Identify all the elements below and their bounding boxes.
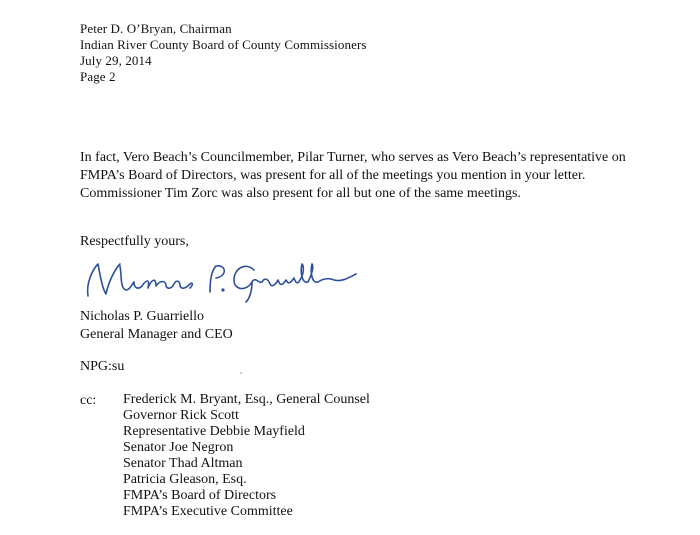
cc-recipient: Representative Debbie Mayfield [123, 424, 305, 439]
letter-date: July 29, 2014 [80, 53, 152, 68]
cc-label: cc: [80, 393, 97, 408]
cc-list [123, 392, 370, 520]
closing-salutation: Respectfully yours, [80, 234, 189, 249]
cc-recipient: Governor Rick Scott [123, 408, 239, 423]
cc-recipient: Senator Joe Negron [123, 440, 234, 455]
body-paragraph: In fact, Vero Beach’s Councilmember, Pilar Turner, who serves as Vero Beach’s representative on FMPA’s Board of Directors, was present for all of the meetings you mention in your letter. Commissioner Tim Zorc was also present for all but one of the same meetings. [80, 150, 626, 201]
handwritten-signature [76, 244, 376, 314]
cc-recipient: Senator Thad Altman [123, 456, 243, 471]
recipient-name: Peter D. O’Bryan, Chairman [80, 21, 232, 36]
scan-speck [240, 372, 242, 374]
cc-recipient: FMPA’s Executive Committee [123, 504, 293, 519]
page-number: Page 2 [80, 69, 116, 84]
cc-recipient: Frederick M. Bryant, Esq., General Counsel [123, 392, 370, 407]
cc-recipient: Patricia Gleason, Esq. [123, 472, 247, 487]
cc-recipient: FMPA’s Board of Directors [123, 488, 277, 503]
typist-initials: NPG:su [80, 359, 125, 374]
signer-name: Nicholas P. Guarriello [80, 309, 205, 324]
recipient-organization: Indian River County Board of County Commissioners [80, 37, 367, 52]
letter-header [80, 21, 367, 85]
signer-title: General Manager and CEO [80, 327, 233, 342]
signer-block [80, 308, 233, 344]
